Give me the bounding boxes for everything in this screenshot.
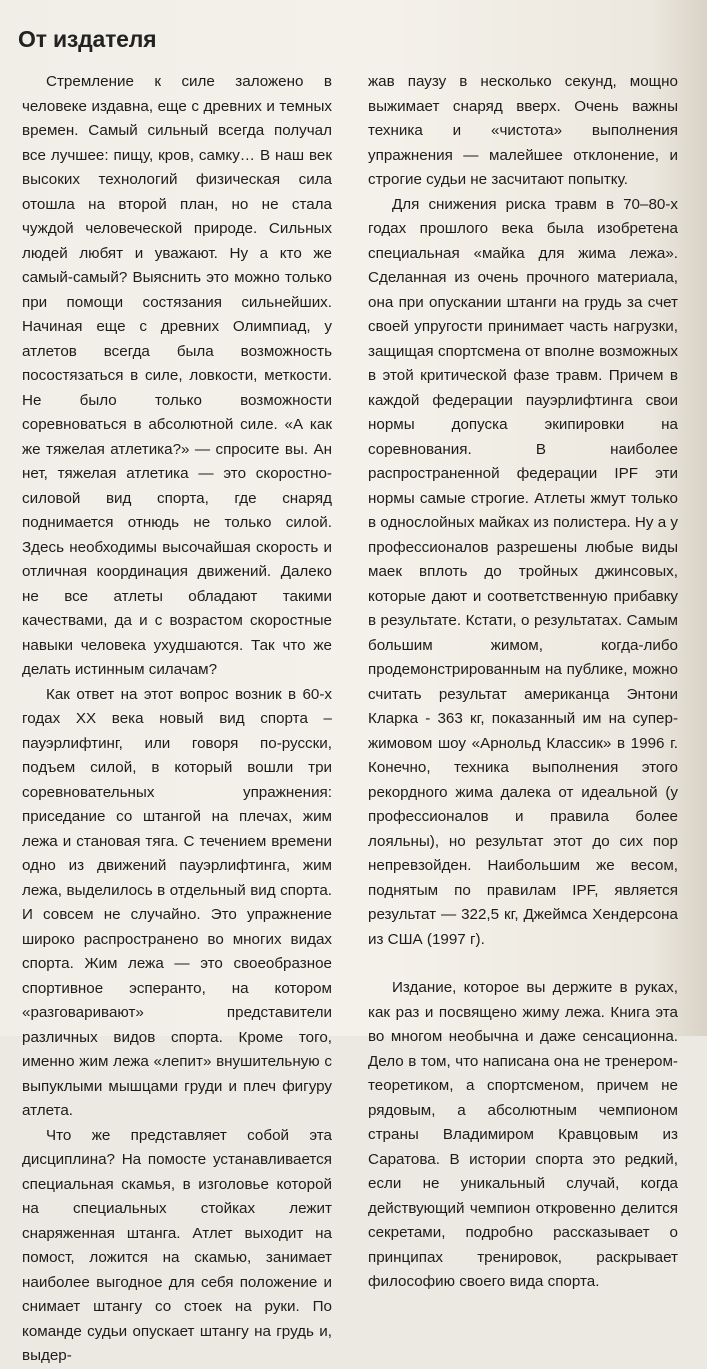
paragraph: Издание, которое вы держите в руках, как раз и посвящено жиму лежа. Книга эта во многом необычна и даже сенсационна. Дело в том, что написана она не тренером-теоретиком, а спортсменом, причем не рядовым, а абсолютным чемпионом страны Владимиром Кравцовым из Саратова. В истории спорта это редкий, если не уникальный случай, когда действующий чемпион откровенно делится секретами, подробно рассказывает о принципах тренировок, раскрывает философию своего вида спорта. — [368, 979, 678, 1290]
right-column — [368, 70, 678, 1295]
paragraph: Стремление к силе заложено в человеке издавна, еще с древних и темных времен. Самый сильный всегда получал все лучшее: пищу, кров, самку… В наш век высоких технологий физическая сила отошла на второй план, но не стала чуждой человеческой природе. Сильных людей любят и уважают. Ну а кто же самый-самый? Выяснить это можно только при помощи состязания сильнейших. Начиная еще с древних Олимпиад, у атлетов всегда была возможность посостязаться в силе, ловкости, меткости. Не было только возможности соревноваться в абсолютной силе. «А как же тяжелая атлетика?» — спросите вы. Ан нет, тяжелая атлетика — это скоростно-силовой вид спорта, где снаряд поднимается отнюдь не только силой. Здесь необходимы высочайшая скорость и отличная координация движений. Далеко не все атлеты обладают такими качествами, да и с возрастом скоростные навыки человека ухудшаются. Так что же делать истинным силачам? — [22, 73, 332, 678]
paragraph: Как ответ на этот вопрос возник в 60-х годах XX века новый вид спорта – пауэрлифтинг, или говоря по-русски, подъем силой, в который вошли три соревновательных упражнения: приседание со штангой на плечах, жим лежа и становая тяга. С течением времени одно из движений пауэрлифтинга, жим лежа, выделилось в отдельный вид спорта. И совсем не случайно. Это упражнение широко распространено во многих видах спорта. Жим лежа — это своеобразное спортивное эсперанто, на котором «разговаривают» представители различных видов спорта. Кроме того, именно жим лежа «лепит» внушительную с выпуклыми мышцами груди и плеч фигуру атлета. — [22, 685, 332, 1119]
paragraph: Для снижения риска травм в 70–80-х годах прошлого века была изобретена специальная «майка для жима лежа». Сделанная из очень прочного материала, она при опускании штанги на грудь за счет своей упругости принимает часть нагрузки, защищая спортсмена от вполне возможных в этой критической фазе травм. Причем в каждой федерации пауэрлифтинга свои нормы допуска экипировки на соревнования. В наиболее распространенной федерации IPF эти нормы самые строгие. Атлеты жмут только в однослойных майках из полистера. Ну а у профессионалов разрешены любые виды маек вплоть до тройных джинсовых, которые дают и соответственную прибавку в результате. Кстати, о результатах. Самым большим жимом, когда-либо продемонстрированным на публике, можно считать результат американца Энтони Кларка - 363 кг, показанный им на супер-жимовом шоу «Арнольд Классик» в 1996 г. Конечно, техника выполнения этого рекордного жима далека от идеальной (у профессионалов и правила более лояльны), но результат этот до сих пор непревзойден. Наибольшим же весом, поднятым по правилам IPF, является результат — 322,5 кг, Джеймса Хендерсона из США (1997 г). — [368, 195, 678, 948]
paragraph: Что же представляет собой эта дисциплина? На помосте устанавливается специальная скамья, в изголовье которой на специальных стойках лежит снаряженная штанга. Атлет выходит на помост, ложится на скамью, занимает наиболее выгодное для себя положение и снимает штангу со стоек на руки. По команде судьи опускает штангу на грудь и, выдер- — [22, 1126, 332, 1364]
section-title: От издателя — [18, 26, 157, 52]
paragraph: жав паузу в несколько секунд, мощно выжимает снаряд вверх. Очень важны техника и «чистота» выполнения упражнения — малейшее отклонение, и строгие судьи не засчитают попытку. — [368, 73, 678, 188]
left-column — [22, 70, 332, 1369]
